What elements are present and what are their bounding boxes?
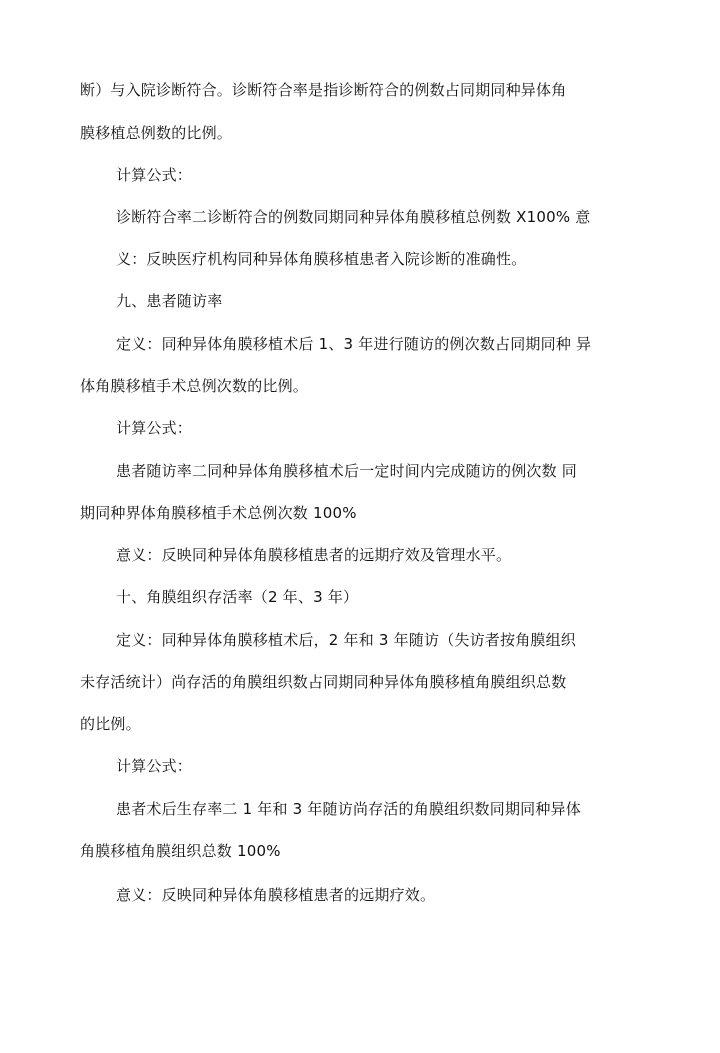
text-line: 膜移植总例数的比例。 <box>80 124 233 142</box>
section-heading: 十、角膜组织存活率（2 年、3 年） <box>116 588 359 606</box>
text-line: 患者随访率二同种异体角膜移植术后一定时间内完成随访的例次数 同 <box>116 462 577 480</box>
text-line: 计算公式： <box>116 166 193 184</box>
text-line: 体角膜移植手术总例次数的比例。 <box>80 377 309 395</box>
section-heading: 九、患者随访率 <box>116 292 223 310</box>
text-line: 意义：反映同种异体角膜移植患者的远期疗效及管理水平。 <box>116 546 512 564</box>
text-line: 计算公式： <box>116 419 193 437</box>
text-line: 断）与入院诊断符合。诊断符合率是指诊断符合的例数占同期同种异体角 <box>80 81 567 99</box>
text-line: 期同种界体角膜移植手术总例次数 100% <box>80 504 357 522</box>
text-line: 未存活统计）尚存活的角膜组织数占同期同种异体角膜移植角膜组织总数 <box>80 673 567 691</box>
text-line: 定义：同种异体角膜移植术后 1、3 年进行随访的例次数占同期同种 异 <box>116 335 592 353</box>
text-line: 定义：同种异体角膜移植术后，2 年和 3 年随访（失访者按角膜组织 <box>116 631 576 649</box>
text-line: 角膜移植角膜组织总数 100% <box>80 842 281 860</box>
text-line: 患者术后生存率二 1 年和 3 年随访尚存活的角膜组织数同期同种异体 <box>116 800 581 818</box>
text-line: 的比例。 <box>80 715 141 733</box>
text-line: 诊断符合率二诊断符合的例数同期同种异体角膜移植总例数 X100% 意 <box>116 208 591 226</box>
text-line: 意义：反映同种异体角膜移植患者的远期疗效。 <box>116 886 436 904</box>
text-line: 计算公式： <box>116 757 193 775</box>
text-line: 义：反映医疗机构同种异体角膜移植患者入院诊断的准确性。 <box>116 250 527 268</box>
